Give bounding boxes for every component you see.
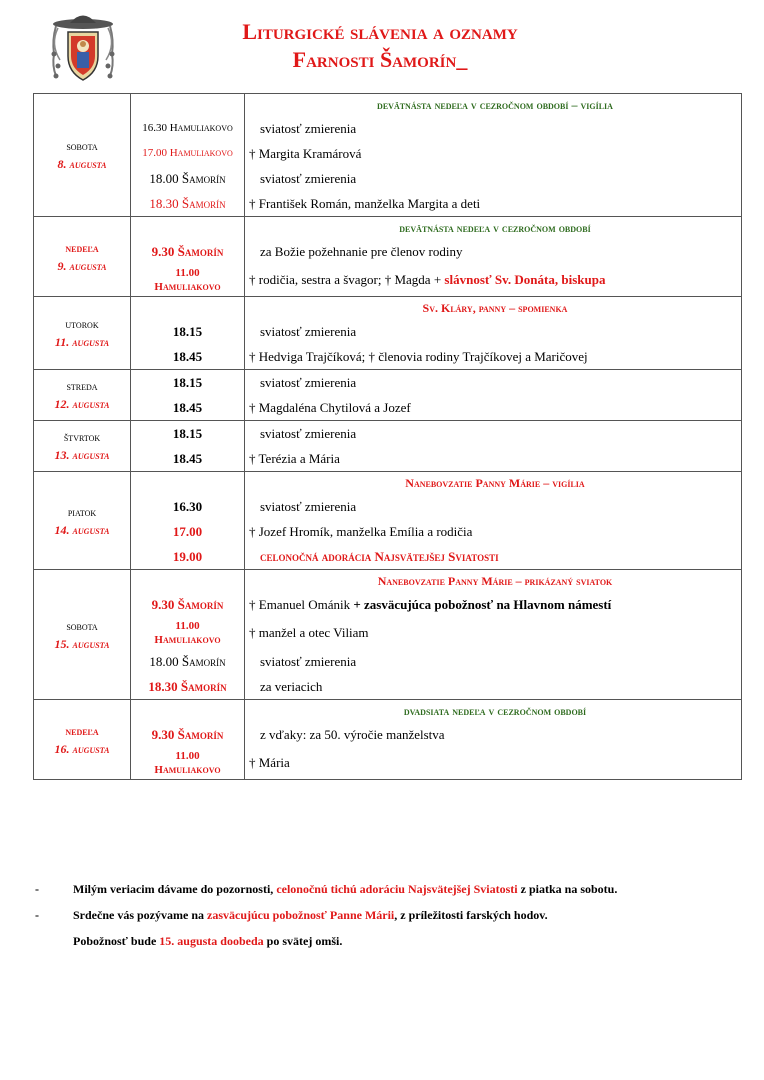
event-text: † Magdaléna Chytilová a Jozef bbox=[249, 400, 411, 415]
day-date: 13. augusta bbox=[54, 448, 110, 462]
title-line-2: Farnosti Šamorín_ bbox=[292, 47, 468, 72]
event-line bbox=[249, 519, 741, 544]
mass-time: 9.30 Šamorín bbox=[151, 597, 224, 612]
events-cell bbox=[245, 94, 742, 217]
event-text: † Emanuel Ománik bbox=[249, 597, 354, 612]
mass-time: 18.45 bbox=[172, 400, 203, 415]
mass-time: 11.00 Hamuliakovo bbox=[154, 267, 221, 293]
bullet-dash: - bbox=[35, 908, 39, 922]
mass-time: 16.30 bbox=[172, 499, 203, 514]
event-text: sviatosť zmierenia bbox=[260, 121, 357, 136]
day-row bbox=[34, 297, 742, 370]
event-text: celonočná adorácia Najsvätejšej Sviatosti bbox=[260, 549, 499, 564]
event-text: za Božie požehnanie pre členov rodiny bbox=[260, 244, 463, 259]
day-name: nedeľa bbox=[65, 723, 99, 738]
event-line bbox=[249, 747, 741, 779]
event-text: † manžel a otec Viliam bbox=[249, 625, 369, 640]
mass-time: 19.00 bbox=[172, 549, 203, 564]
day-cell bbox=[34, 94, 131, 217]
event-line bbox=[249, 166, 741, 191]
event-line bbox=[249, 116, 741, 141]
announcement-item bbox=[33, 928, 733, 954]
day-cell bbox=[34, 472, 131, 570]
event-line bbox=[249, 395, 741, 420]
event-line bbox=[249, 421, 741, 446]
day-cell bbox=[34, 421, 131, 472]
event-line bbox=[249, 617, 741, 649]
day-heading: devätnásta nedeľa v cezročnom období bbox=[399, 221, 591, 235]
mass-time: 17.00 bbox=[172, 524, 203, 539]
mass-time: 18.45 bbox=[172, 349, 203, 364]
mass-time: 18.45 bbox=[172, 451, 203, 466]
mass-time: 16.30 Hamuliakovo bbox=[142, 122, 233, 134]
heading-spacer bbox=[131, 700, 244, 722]
bullet-dash bbox=[33, 928, 73, 954]
mass-time: 18.00 Šamorín bbox=[149, 654, 226, 669]
event-text: † František Román, manželka Margita a deti bbox=[249, 196, 481, 211]
parish-coat-of-arms-icon bbox=[44, 10, 122, 84]
event-text: † rodičia, sestra a švagor; † Magda + bbox=[249, 272, 445, 287]
day-heading: Nanebovzatie Panny Márie – vigília bbox=[405, 476, 585, 490]
announcement-part: 15. augusta doobeda bbox=[159, 934, 264, 948]
announcement-item bbox=[33, 902, 733, 928]
event-text: † Hedviga Trajčíková; † členovia rodiny Trajčíkovej a Maričovej bbox=[249, 349, 588, 364]
times-cell bbox=[131, 370, 245, 421]
event-text: + zasväcujúca pobožnosť na Hlavnom námestí bbox=[353, 597, 612, 612]
times-cell bbox=[131, 700, 245, 780]
times-cell bbox=[131, 472, 245, 570]
mass-time: 9.30 Šamorín bbox=[151, 244, 224, 259]
event-line bbox=[249, 592, 741, 617]
announcement-text bbox=[73, 902, 733, 928]
day-date: 9. augusta bbox=[57, 258, 107, 273]
heading-spacer bbox=[131, 94, 244, 116]
announcements bbox=[33, 876, 733, 954]
event-text: z vďaky: za 50. výročie manželstva bbox=[260, 727, 445, 742]
event-line bbox=[249, 370, 741, 395]
day-row bbox=[34, 370, 742, 421]
times-cell bbox=[131, 217, 245, 297]
announcement-part: Milým veriacim dávame do pozornosti, bbox=[73, 882, 277, 896]
mass-time: 18.15 bbox=[172, 324, 203, 339]
mass-time: 18.00 Šamorín bbox=[149, 171, 226, 186]
announcement-part: po svätej omši. bbox=[263, 934, 343, 948]
mass-time: 18.15 bbox=[172, 426, 203, 441]
bullet-dash: - bbox=[35, 882, 39, 896]
day-row bbox=[34, 421, 742, 472]
event-line bbox=[249, 191, 741, 216]
mass-time: 9.30 Šamorín bbox=[151, 727, 224, 742]
event-line bbox=[249, 344, 741, 369]
heading-spacer bbox=[131, 297, 244, 319]
event-line bbox=[249, 722, 741, 747]
day-name: štvrtok bbox=[63, 430, 101, 444]
events-cell bbox=[245, 297, 742, 370]
events-cell bbox=[245, 370, 742, 421]
event-line bbox=[249, 544, 741, 569]
event-line bbox=[249, 494, 741, 519]
day-name: streda bbox=[66, 379, 98, 393]
page-title bbox=[130, 18, 630, 74]
mass-time: 11.00 Hamuliakovo bbox=[154, 620, 221, 646]
event-text: za veriacich bbox=[260, 679, 323, 694]
day-cell bbox=[34, 297, 131, 370]
event-text: sviatosť zmierenia bbox=[260, 654, 357, 669]
event-text: † Mária bbox=[249, 755, 290, 770]
times-cell bbox=[131, 570, 245, 700]
day-row bbox=[34, 700, 742, 780]
event-text: † Jozef Hromík, manželka Emília a rodičia bbox=[249, 524, 473, 539]
day-row bbox=[34, 94, 742, 217]
announcement-part: z piatka na sobotu. bbox=[517, 882, 618, 896]
day-name: sobota bbox=[66, 139, 98, 153]
event-text: sviatosť zmierenia bbox=[260, 324, 357, 339]
event-text: sviatosť zmierenia bbox=[260, 171, 357, 186]
announcement-part: Pobožnosť bude bbox=[73, 934, 160, 948]
heading-spacer bbox=[131, 217, 244, 239]
event-text: slávnosť Sv. Donáta, biskupa bbox=[444, 272, 606, 287]
event-line bbox=[249, 264, 741, 296]
day-cell bbox=[34, 217, 131, 297]
day-date: 12. augusta bbox=[54, 397, 110, 411]
mass-time: 18.15 bbox=[172, 375, 203, 390]
event-text: † Margita Kramárová bbox=[249, 146, 362, 161]
day-date: 16. augusta bbox=[54, 741, 110, 756]
event-line bbox=[249, 141, 741, 166]
day-heading: dvadsiata nedeľa v cezročnom období bbox=[403, 704, 587, 718]
day-date: 14. augusta bbox=[54, 522, 110, 537]
day-heading: devätnásta nedeľa v cezročnom období – vigília bbox=[377, 98, 613, 112]
day-row bbox=[34, 570, 742, 700]
day-cell bbox=[34, 570, 131, 700]
title-line-1: Liturgické slávenia a oznamy bbox=[242, 19, 518, 44]
mass-time: 17.00 Hamuliakovo bbox=[142, 147, 233, 159]
announcement-part: zasväcujúcu pobožnosť Panne Márii bbox=[207, 908, 395, 922]
mass-time: 11.00 Hamuliakovo bbox=[154, 750, 221, 776]
events-cell bbox=[245, 421, 742, 472]
day-name: utorok bbox=[65, 317, 99, 331]
event-line bbox=[249, 319, 741, 344]
mass-time: 18.30 Šamorín bbox=[149, 196, 226, 211]
announcement-item bbox=[33, 876, 733, 902]
announcement-part: celonočnú tichú adoráciu Najsvätejšej Sviatosti bbox=[276, 882, 518, 896]
day-name: sobota bbox=[66, 618, 98, 633]
announcement-part: , z príležitosti farských hodov. bbox=[394, 908, 548, 922]
day-heading: Sv. Kláry, panny – spomienka bbox=[422, 301, 568, 315]
mass-time: 18.30 Šamorín bbox=[148, 679, 227, 694]
event-text: sviatosť zmierenia bbox=[260, 426, 357, 441]
event-line bbox=[249, 446, 741, 471]
day-date: 11. augusta bbox=[54, 335, 110, 349]
event-line bbox=[249, 239, 741, 264]
day-cell bbox=[34, 700, 131, 780]
announcement-part: Srdečne vás pozývame na bbox=[73, 908, 207, 922]
event-line bbox=[249, 674, 741, 699]
day-date: 8. augusta bbox=[57, 157, 107, 171]
times-cell bbox=[131, 421, 245, 472]
schedule-table bbox=[33, 93, 742, 780]
announcement-text bbox=[73, 928, 733, 954]
event-line bbox=[249, 649, 741, 674]
day-name: piatok bbox=[67, 504, 97, 519]
day-heading: Nanebovzatie Panny Márie – prikázaný sviatok bbox=[377, 574, 613, 588]
day-row bbox=[34, 217, 742, 297]
day-name: nedeľa bbox=[65, 240, 99, 255]
heading-spacer bbox=[131, 570, 244, 592]
day-cell bbox=[34, 370, 131, 421]
times-cell bbox=[131, 94, 245, 217]
day-date: 15. augusta bbox=[54, 636, 110, 651]
announcement-text bbox=[73, 876, 733, 902]
event-text: † Terézia a Mária bbox=[249, 451, 340, 466]
events-cell bbox=[245, 700, 742, 780]
event-text: sviatosť zmierenia bbox=[260, 375, 357, 390]
heading-spacer bbox=[131, 472, 244, 494]
day-row bbox=[34, 472, 742, 570]
events-cell bbox=[245, 570, 742, 700]
times-cell bbox=[131, 297, 245, 370]
events-cell bbox=[245, 472, 742, 570]
event-text: sviatosť zmierenia bbox=[260, 499, 357, 514]
events-cell bbox=[245, 217, 742, 297]
